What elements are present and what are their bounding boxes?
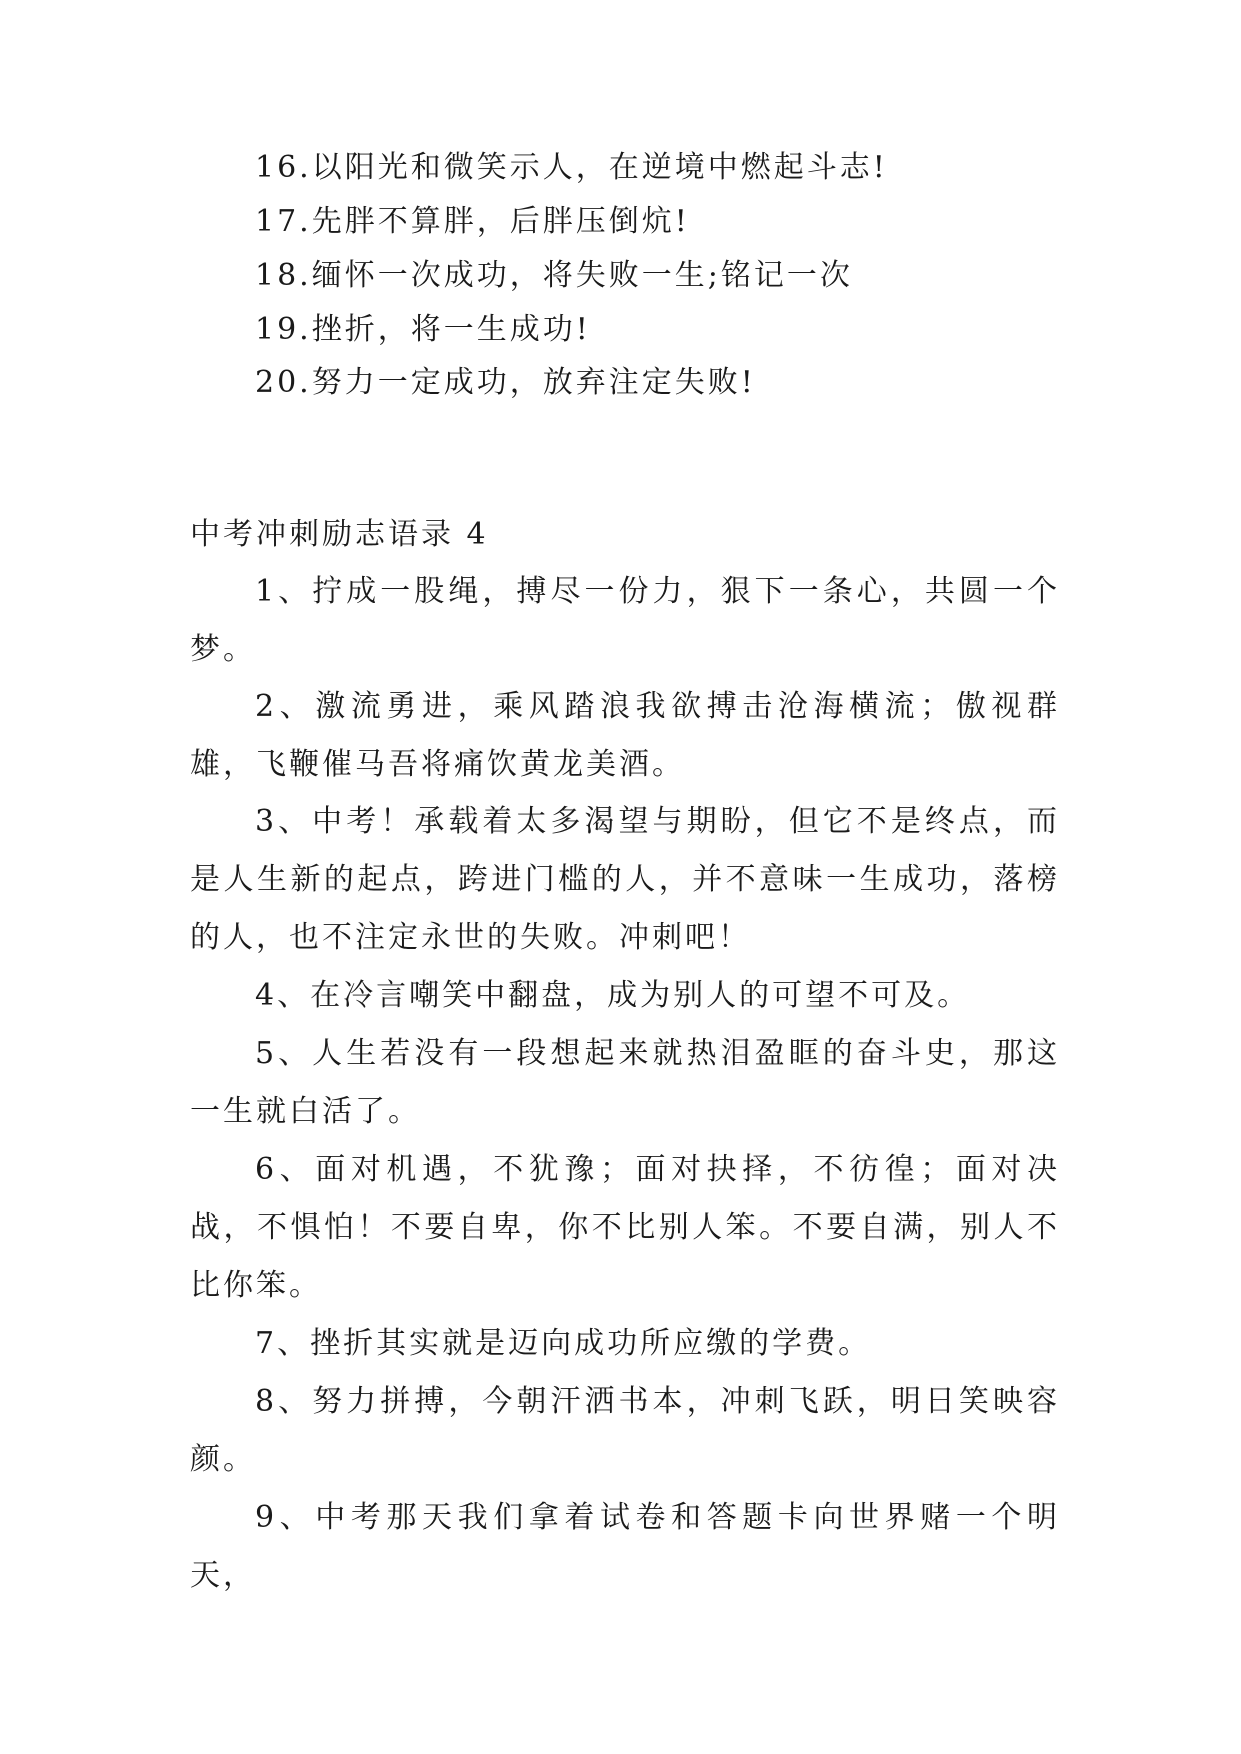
list-item: 18.缅怀一次成功，将失败一生;铭记一次 — [255, 258, 853, 293]
paragraph: 4、在冷言嘲笑中翻盘，成为别人的可望不可及。 — [255, 978, 971, 1013]
section-heading: 中考冲刺励志语录 4 — [190, 517, 489, 552]
paragraph: 8、努力拼搏，今朝汗洒书本，冲刺飞跃，明日笑映容颜。 — [190, 1384, 1060, 1477]
paragraph: 2、激流勇进，乘风踏浪我欲搏击沧海横流；傲视群雄，飞鞭催马吾将痛饮黄龙美酒。 — [190, 689, 1060, 782]
paragraph: 1、拧成一股绳，搏尽一份力，狠下一条心，共圆一个梦。 — [190, 574, 1060, 667]
list-item: 16.以阳光和微笑示人，在逆境中燃起斗志! — [255, 150, 888, 185]
list-item: 20.努力一定成功，放弃注定失败! — [255, 365, 756, 400]
paragraph: 5、人生若没有一段想起来就热泪盈眶的奋斗史，那这一生就白活了。 — [190, 1036, 1060, 1129]
paragraph: 7、挫折其实就是迈向成功所应缴的学费。 — [255, 1326, 872, 1361]
list-item: 19.挫折，将一生成功! — [255, 312, 591, 347]
list-item: 17.先胖不算胖，后胖压倒炕! — [255, 204, 690, 239]
paragraph: 9、中考那天我们拿着试卷和答题卡向世界赌一个明天， — [190, 1500, 1060, 1593]
paragraph: 6、面对机遇，不犹豫；面对抉择，不彷徨；面对决战，不惧怕！不要自卑，你不比别人笨。不要自满，别人不比你笨。 — [190, 1152, 1060, 1303]
paragraph: 3、中考！承载着太多渴望与期盼，但它不是终点，而是人生新的起点，跨进门槛的人，并不意味一生成功，落榜的人，也不注定永世的失败。冲刺吧！ — [190, 804, 1060, 955]
